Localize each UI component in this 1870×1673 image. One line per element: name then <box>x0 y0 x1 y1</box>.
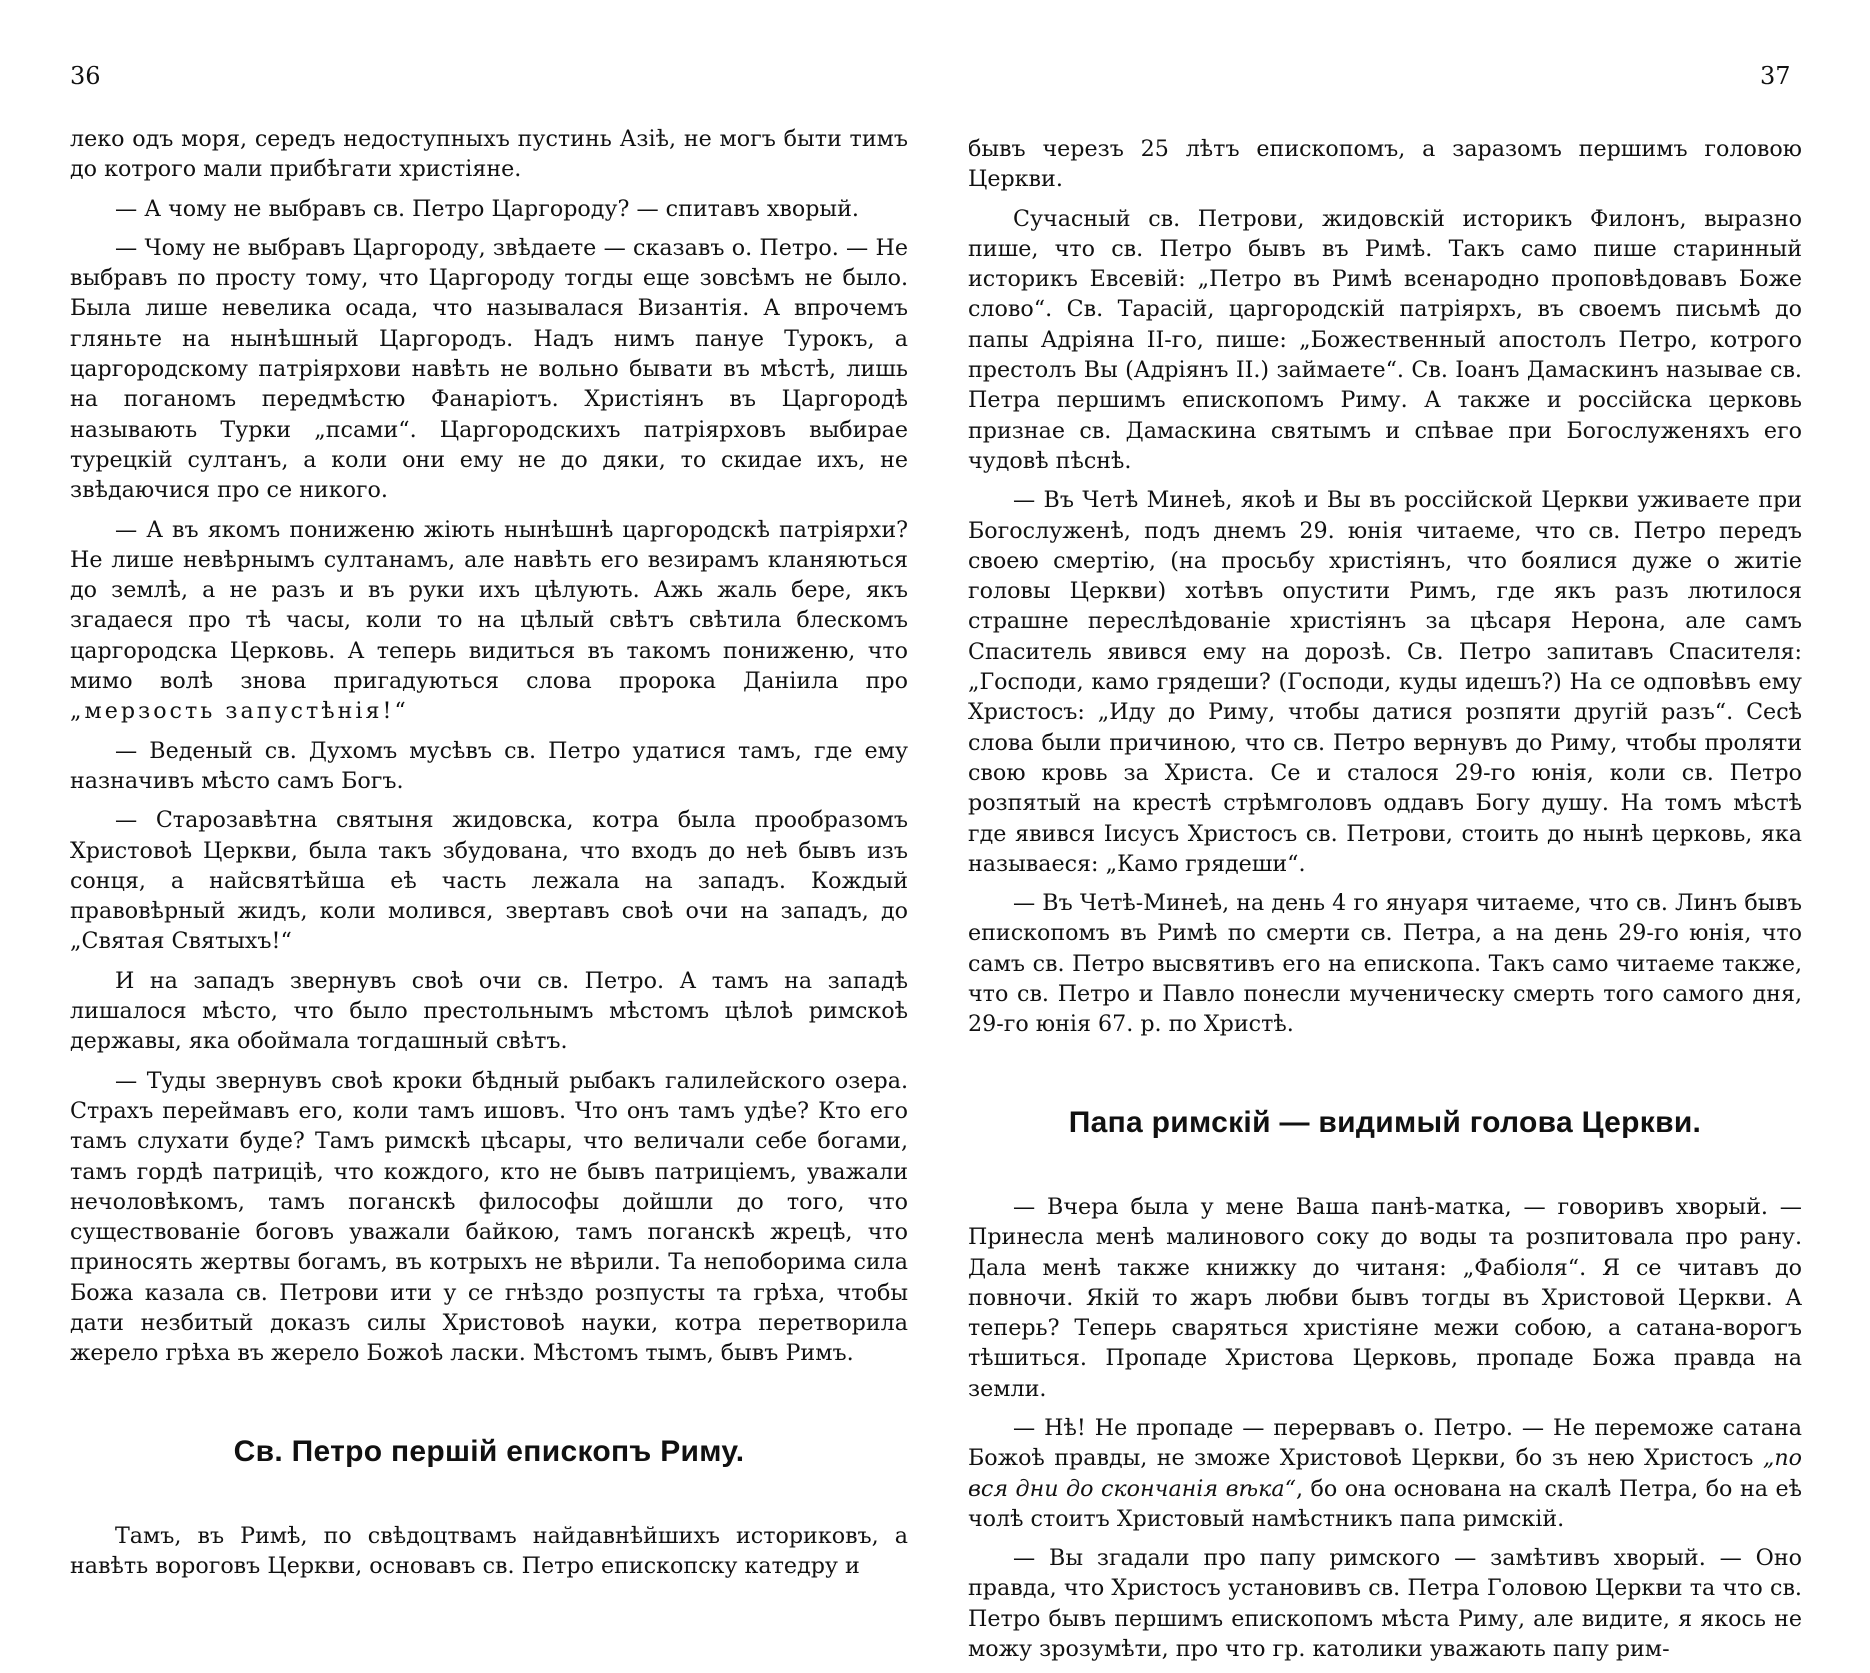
section-heading: Папа римскій — видимый голова Церкви. <box>1068 1105 1702 1139</box>
section-heading: Св. Петро першій епископъ Риму. <box>233 1434 745 1468</box>
paragraph: — А чому не выбравъ св. Петро Царгороду? — спитавъ хворый. <box>115 195 859 222</box>
paragraph: — Веденый св. Духомъ мусѣвъ св. Петро удатися тамъ, где ему назначивъ мѣсто самъ Богъ. <box>70 737 908 794</box>
paragraph <box>968 1413 1802 1534</box>
paragraph-text: , бо она основана на скалѣ Петра, бо на еѣ чолѣ стоитъ Христовый намѣстникъ папа римскій. <box>968 1475 1802 1532</box>
paragraph: Сучасный св. Петрови, жидовскій историкъ Филонъ, выразно пише, что св. Петро бывъ въ Римѣ. Такъ само пише старинный историкъ Евсевій: „Петро въ Римѣ всенародно проповѣдовавъ Боже слово“. Св. Тарасій, царгородскій патріярхъ, въ своемъ письмѣ до папы Адріяна II-го, пише: „Божественный апостолъ Петро, котрого престолъ Вы (Адріянъ II.) займаете“. Св. Іоанъ Дамаскинъ называе св. Петра першимъ епископомъ Риму. А также и россійска церковь признае св. Дамаскина святымъ и спѣвае при Богослуженяхъ его чудовѣ пѣснѣ. <box>968 205 1802 474</box>
paragraph: — Въ Четѣ Минеѣ, якоѣ и Вы въ россійской Церкви уживаете при Богослуженѣ, подъ днемъ 29. юнія читаеме, что св. Петро передъ своею смертію, (на просьбу христіянъ, что боялися дуже о житіе головы Церкви) хотѣвъ опустити Римъ, где якъ разъ лютилося страшне переслѣдованіе христіянъ за цѣсаря Нерона, але самъ Спаситель явився ему на дорозѣ. Св. Петро запитавъ Спасителя: „Господи, камо грядеши? (Господи, куды идешъ?) На се одповѣвъ ему Христосъ: „Иду до Риму, чтобы датися розпяти другій разъ“. Сесѣ слова были причиною, что св. Петро вернувъ до Риму, чтобы проляти свою кровь за Христа. Се и сталося 29-го юнія, коли св. Петро розпятый на крестѣ стрѣмголовъ оддавъ Богу душу. На томъ мѣстѣ где явився Іисусъ Христосъ св. Петрови, стоить до нынѣ церковь, яка называеся: „Камо грядеши“. <box>968 487 1802 877</box>
paragraph: леко одъ моря, середъ недоступныхъ пустинь Азіѣ, не могъ быти тимъ до котрого мали прибѣгати христіяне. <box>70 126 908 183</box>
prophecy-quote: „мерзость запустѣнія!“ <box>70 698 409 725</box>
paragraph: — Вчера была у мене Ваша панѣ-матка, — говоривъ хворый. — Принесла менѣ малинового соку до воды та розпитовала про рану. Дала менѣ также книжку до читаня: „Фабіоля“. Я се читавъ до повночи. Якій то жаръ любви бывъ тогды въ Христовой Церкви. А теперь? Теперь сваряться христіяне межи собою, а сатана-ворогъ тѣшиться. Пропаде Христова Церковь, пропаде Божа правда на земли. <box>968 1193 1802 1402</box>
paragraph: — Въ Четѣ-Минеѣ, на день 4 го януаря читаеме, что св. Линъ бывъ епископомъ въ Римѣ по смерти св. Петра, а на день 29-го юнія, что самъ св. Петро высвятивъ его на епископа. Такъ само читаеме также, что св. Петро и Павло понесли мученическу смерть того самого дня, 29-го юнія 67. р. по Христѣ. <box>968 890 1802 1038</box>
paragraph: И на западъ звернувъ своѣ очи св. Петро. А тамъ на западѣ лишалося мѣсто, что было престольнымъ мѣстомъ цѣлоѣ римскоѣ державы, яка обоймала тогдашный свѣтъ. <box>70 967 908 1055</box>
paragraph: — Старозавѣтна святыня жидовска, котра была прообразомъ Христовоѣ Церкви, была такъ збудована, что входъ до неѣ бывъ изъ сонця, а найсвятѣйша еѣ часть лежала на западъ. Кождый правовѣрный жидъ, коли молився, звертавъ своѣ очи на западъ, до „Святая Святыхъ!“ <box>70 807 908 955</box>
paragraph: бывъ черезъ 25 лѣтъ епископомъ, а заразомъ першимъ головою Церкви. <box>968 136 1802 193</box>
paragraph: — Вы згадали про папу римского — замѣтивъ хворый. — Оно правда, что Христосъ установивъ св. Петра Головою Церкви та что св. Петро бывъ першимъ епископомъ мѣста Риму, але видите, я якось не можу зрозумѣти, про что гр. католики уважають папу рим- <box>968 1545 1802 1663</box>
left-page-column <box>70 124 908 1590</box>
paragraph-text: — Нѣ! Не пропаде — перервавъ о. Петро. — Не переможе сатана Божоѣ правды, не зможе Христовоѣ Церкви, бо зъ нею Христосъ <box>968 1414 1802 1472</box>
paragraph-text: — А въ якомъ пониженю жіють нынѣшнѣ царгородскѣ патріярхи? Не лише невѣрнымъ султанамъ, але навѣть его везирамъ кланяються до землѣ, а не разъ и въ руки ихъ цѣлують. Ажь жаль бере, якъ згадаеся про тѣ часы, коли то на цѣлый свѣтъ свѣтила блескомъ царгородска Церковь. А теперь видиться въ такомъ пониженю, что мимо волѣ знова пригадуються слова пророка Даніила про <box>70 516 908 695</box>
paragraph: — Чому не выбравъ Царгороду, звѣдаете — сказавъ о. Петро. — Не выбравъ по просту тому, что Царгороду тогды еще зовсѣмъ не было. Была лише невелика осада, что называлася Византія. А впрочемъ гляньте на нынѣшный Царгородъ. Надъ нимъ пануе Турокъ, а царгородскому патріярхови навѣть не вольно бывати въ мѣстѣ, лишь на поганомъ передмѣстю Фанаріотъ. Христіянъ въ Царгородѣ называють Турки „псами“. Царгородскихъ патріярховъ выбирае турецкій султанъ, а коли они ему не до дяки, то скидае ихъ, не звѣдаючися про се никого. <box>70 234 908 504</box>
page-number-right: 37 <box>1760 62 1791 90</box>
right-page-column <box>968 134 1802 1673</box>
paragraph: — Туды звернувъ своѣ кроки бѣдный рыбакъ галилейского озера. Страхъ переймавъ его, коли тамъ ишовъ. Что онъ тамъ удѣе? Кто его тамъ слухати буде? Тамъ римскѣ цѣсары, что величали себе богами, тамъ гордѣ патриціѣ, что кождого, кто не бывъ патриціемъ, уважали нечоловѣкомъ, тамъ поганскѣ философы дойшли до того, что существованіе боговъ уважали байкою, тамъ поганскѣ жрецѣ, что приносять жертвы богамъ, въ котрыхъ не вѣрили. Та непоборима сила Божа казала св. Петрови ити у се гнѣздо розпусты та грѣха, чтобы дати незбитый доказъ силы Христовоѣ науки, котра перетворила жерело грѣха въ жерело Божоѣ ласки. Мѣстомъ тымъ, бывъ Римъ. <box>70 1067 908 1367</box>
italic-quote: „по вся дни до скончанія вѣка“ <box>968 1445 1803 1502</box>
paragraph <box>70 515 908 727</box>
paragraph: Тамъ, въ Римѣ, по свѣдоцтвамъ найдавнѣйшихъ историковъ, а навѣть вороговъ Церкви, основавъ св. Петро епископску катедру и <box>70 1522 908 1580</box>
page-number-left: 36 <box>70 62 101 90</box>
